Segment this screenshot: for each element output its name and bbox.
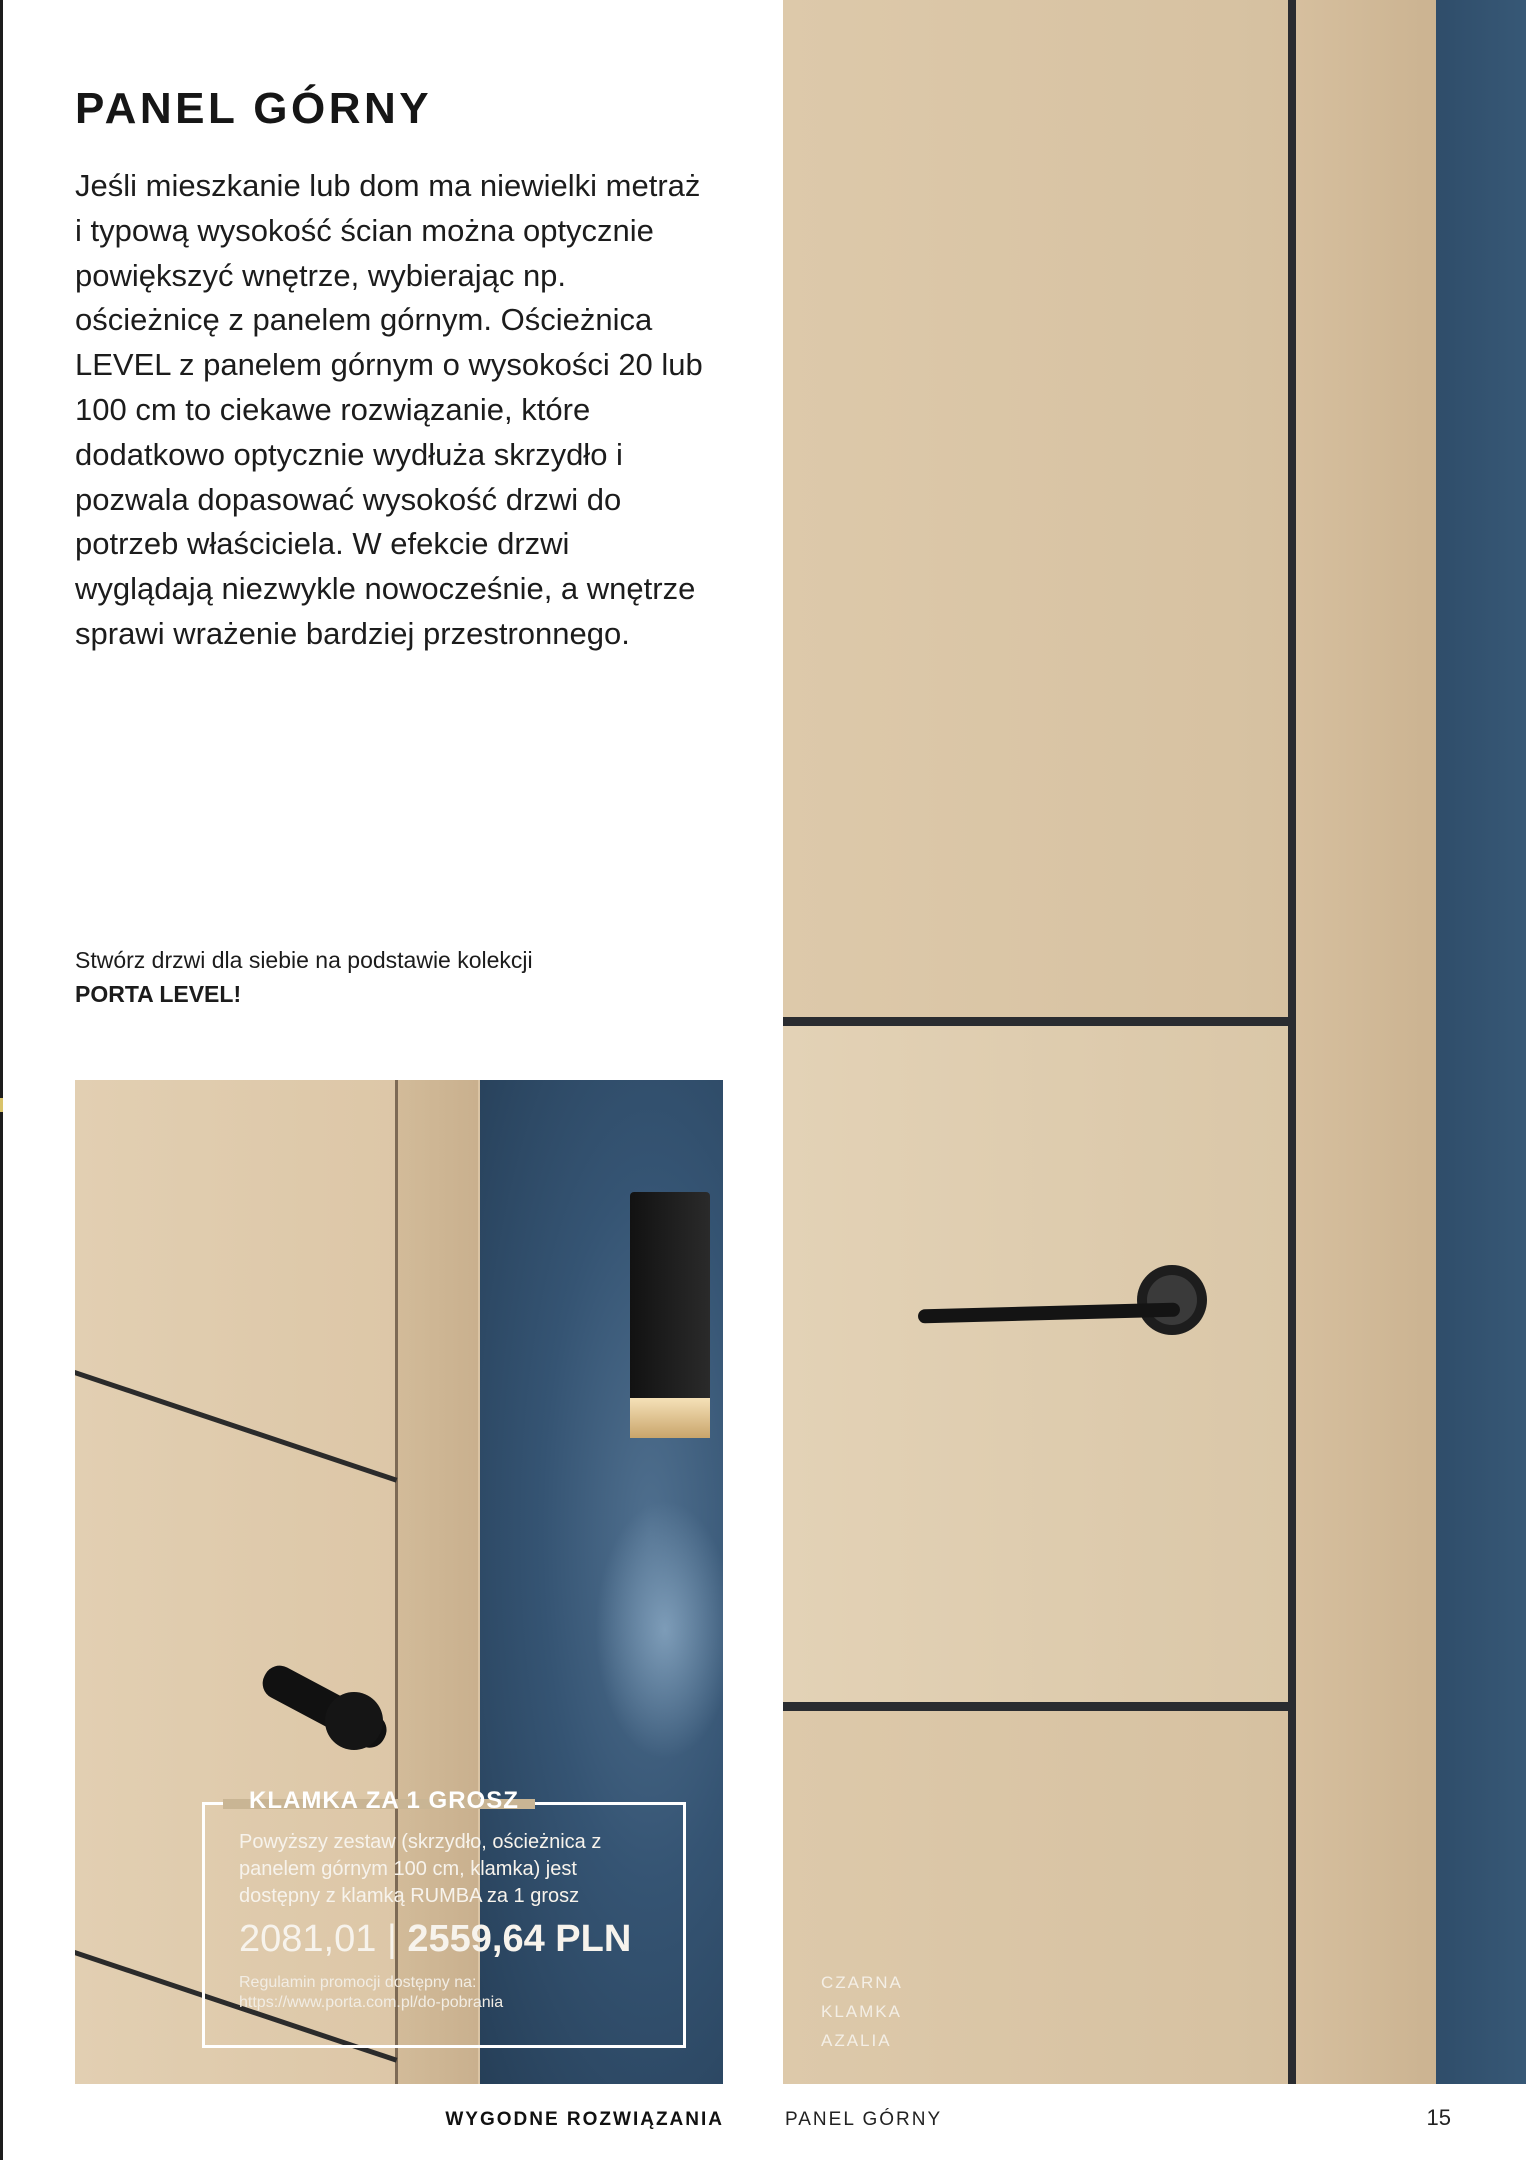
page-title: PANEL GÓRNY xyxy=(75,84,433,133)
wall-lamp-icon xyxy=(630,1192,710,1422)
old-price: 2081,01 xyxy=(239,1918,377,1960)
handle-rose-inner xyxy=(1147,1275,1197,1325)
panel-groove xyxy=(75,1370,397,1483)
handle-rose-icon xyxy=(325,1692,383,1750)
lamp-light xyxy=(630,1398,710,1438)
promo-price xyxy=(239,1918,631,1961)
frame-board xyxy=(1296,0,1436,2084)
panel-groove-bottom xyxy=(783,1702,1288,1711)
promo-regulation: Regulamin promocji dostępny na: https://www.porta.com.pl/do-pobrania xyxy=(239,1974,504,2011)
panel-groove-top xyxy=(783,1017,1288,1026)
page-number: 15 xyxy=(1426,2105,1451,2130)
price-separator: | xyxy=(386,1918,397,1960)
door-panel-photo xyxy=(783,0,1526,2084)
promo-title: KLAMKA ZA 1 GROSZ xyxy=(249,1787,519,1814)
door-seam xyxy=(1288,0,1296,2084)
cta-text xyxy=(75,943,595,1011)
promo-description: Powyższy zestaw (skrzydło, ościeżnica z panelem górnym 100 cm, klamka) jest dostępny z klamką RUMBA za 1 grosz xyxy=(239,1831,602,1907)
footer-section-title: WYGODNE ROZWIĄZANIA xyxy=(445,2109,724,2130)
upper-panel xyxy=(783,1026,1288,1702)
caption-line: KLAMKA xyxy=(821,2002,902,2021)
promo-box xyxy=(202,1787,686,2048)
caption-line: CZARNA xyxy=(821,1973,903,1992)
article-body: Jeśli mieszkanie lub dom ma niewielki metraż i typową wysokość ścian można optycznie powiększyć wnętrze, wybierając np. ościeżnicę z panelem górnym. Ościeżnica LEVEL z panelem górnym o wysokości 20 lub 100 cm to ciekawe rozwiązanie, które dodatkowo optycznie wydłuża skrzydło i pozwala dopasować wysokość drzwi do potrzeb właściciela. W efekcie drzwi wyglądają niezwykle nowocześnie, a wnętrze sprawi wrażenie bardziej przestronnego. xyxy=(75,168,703,651)
cta-highlight: PORTA LEVEL! xyxy=(75,981,242,1007)
edge-marker xyxy=(0,1098,3,1112)
caption-line: AZALIA xyxy=(821,2031,892,2050)
light-spot xyxy=(595,1500,723,1760)
cta-prefix: Stwórz drzwi dla siebie na podstawie kolekcji xyxy=(75,947,533,973)
new-price: 2559,64 PLN xyxy=(407,1918,632,1960)
blue-wall xyxy=(1436,0,1526,2084)
left-page-edge xyxy=(0,0,3,2160)
footer-current-title: PANEL GÓRNY xyxy=(785,2109,943,2130)
photo-caption xyxy=(821,1968,981,2055)
